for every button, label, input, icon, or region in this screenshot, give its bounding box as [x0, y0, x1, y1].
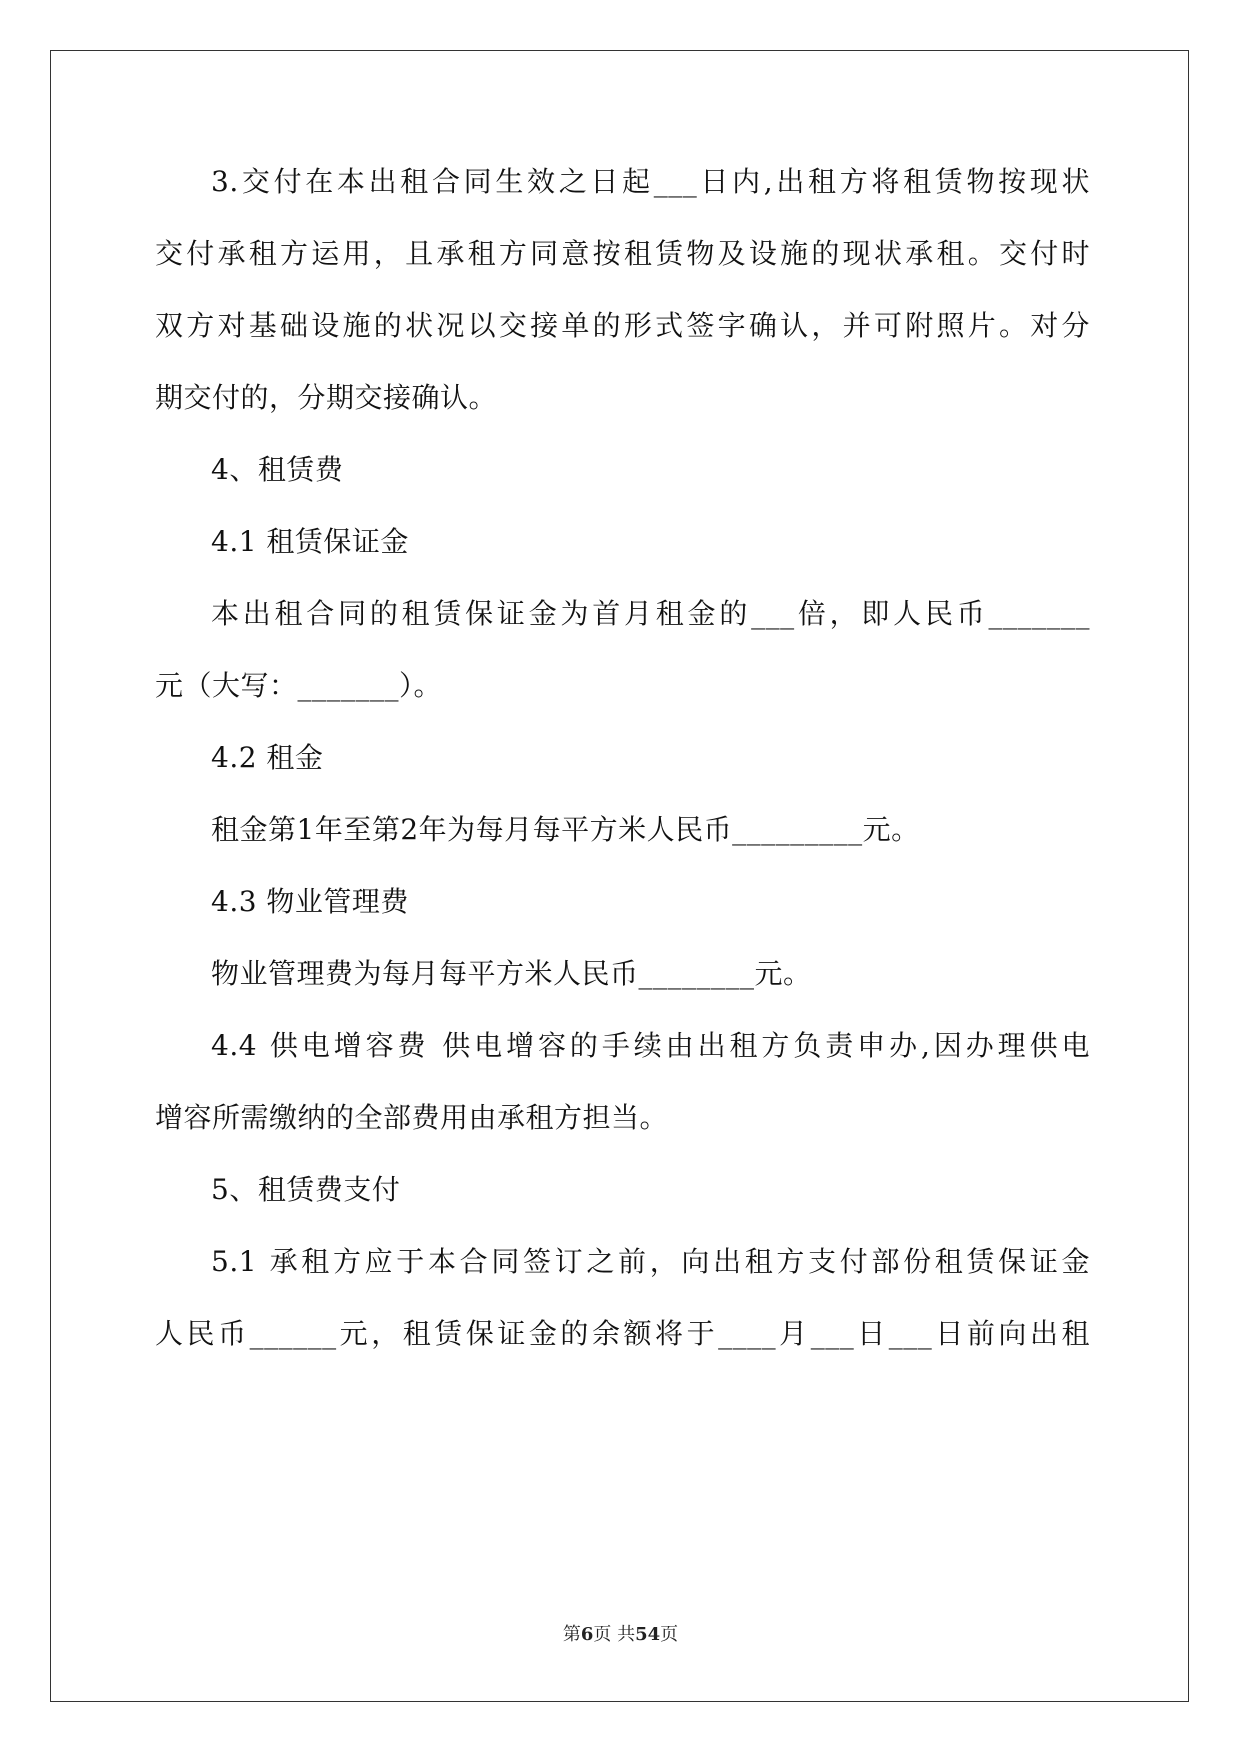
- footer-mid: 页 共: [593, 1624, 636, 1645]
- footer-prefix: 第: [562, 1624, 581, 1645]
- page-border: [50, 50, 1189, 1702]
- section-4-2-heading: 4.2 租金: [211, 741, 324, 774]
- power-fee-line-1: 4.4 供电增容费 供电增容的手续由出租方负责申办,因办理供电: [211, 1029, 1090, 1062]
- paragraph-3-line-3: 双方对基础设施的状况以交接单的形式签字确认，并可附照片。对分: [155, 309, 1090, 342]
- payment-line-1: 5.1 承租方应于本合同签订之前，向出租方支付部份租赁保证金: [211, 1245, 1090, 1278]
- section-4-1-heading: 4.1 租赁保证金: [211, 525, 409, 558]
- total-pages-number: 54: [635, 1624, 661, 1645]
- payment-line-2: 人民币______元，租赁保证金的余额将于____月___日___日前向出租: [155, 1317, 1090, 1350]
- rent-line: 租金第1年至第2年为每月每平方米人民币_________元。: [211, 813, 920, 846]
- power-fee-line-2: 增容所需缴纳的全部费用由承租方担当。: [155, 1101, 669, 1134]
- deposit-line-1: 本出租合同的租赁保证金为首月租金的___倍，即人民币_______: [211, 597, 1090, 630]
- page-footer: [0, 1623, 1241, 1647]
- footer-suffix: 页: [660, 1624, 679, 1645]
- paragraph-3-line-4: 期交付的，分期交接确认。: [155, 381, 498, 414]
- section-5-heading: 5、租赁费支付: [211, 1173, 401, 1206]
- deposit-line-2: 元（大写：_______）。: [155, 669, 443, 702]
- current-page-number: 6: [580, 1624, 594, 1645]
- paragraph-3-line-1: 3.交付在本出租合同生效之日起___日内,出租方将租赁物按现状: [211, 165, 1090, 198]
- section-4-3-heading: 4.3 物业管理费: [211, 885, 409, 918]
- section-4-heading: 4、租赁费: [211, 453, 344, 486]
- property-fee-line: 物业管理费为每月每平方米人民币________元。: [211, 957, 812, 990]
- paragraph-3-line-2: 交付承租方运用，且承租方同意按租赁物及设施的现状承租。交付时: [155, 237, 1090, 270]
